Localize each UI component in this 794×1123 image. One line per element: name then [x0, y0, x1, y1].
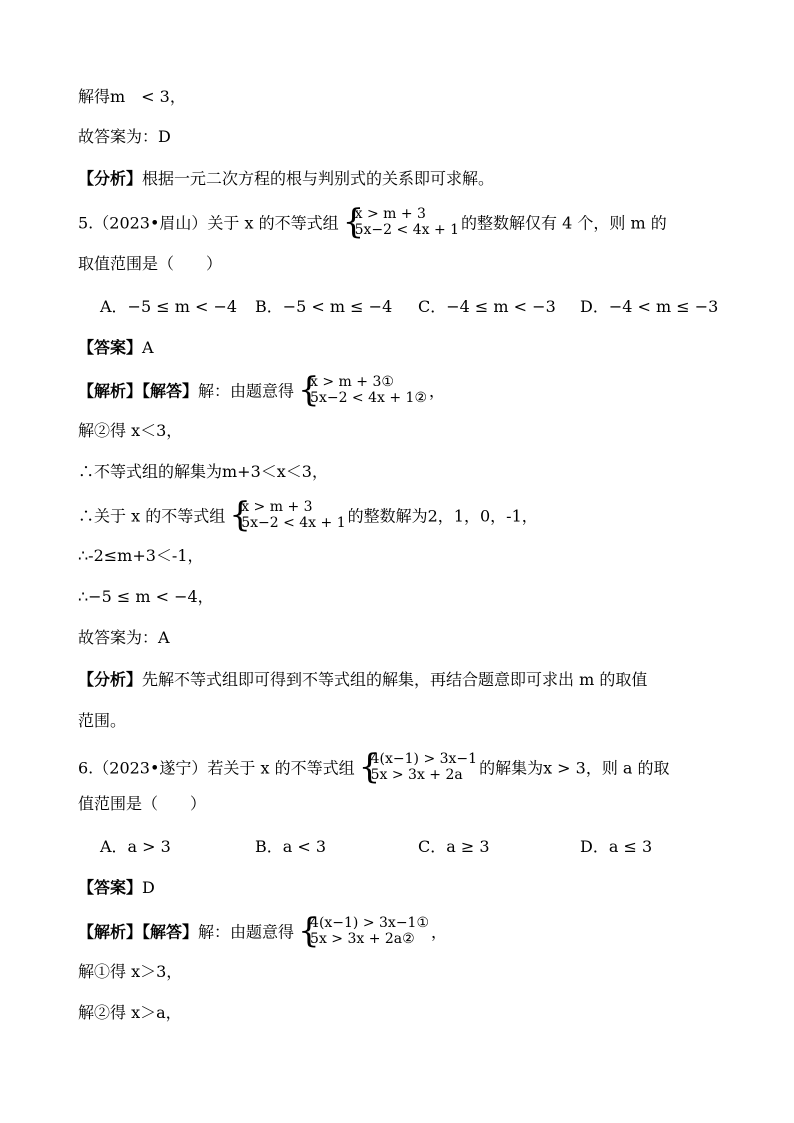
solution-step: 故答案为：A — [78, 628, 170, 647]
solution-step: 解②得 x＞a， — [78, 1003, 182, 1022]
brace-icon: { — [229, 495, 251, 535]
question-6-prefix: 6.（2023•遂宁）若关于 x 的不等式组 — [78, 758, 355, 778]
answer-tag: 【答案】 — [78, 878, 143, 897]
option-d[interactable]: D．a ≤ 3 — [580, 837, 653, 856]
solution-tag: 【解析】【解答】 — [78, 922, 199, 942]
option-d[interactable]: D．−4 < m ≤ −3 — [580, 297, 719, 316]
question-5-suffix: 的整数解仅有 4 个，则 m 的 — [461, 213, 667, 233]
question-5-stem-line2: 取值范围是（ ） — [78, 254, 223, 273]
question-5-stem — [78, 202, 667, 242]
option-b[interactable]: B．−5 < m ≤ −4 — [255, 297, 393, 316]
option-c[interactable]: C．−4 ≤ m < −3 — [418, 297, 556, 316]
option-a[interactable]: A．a > 3 — [100, 837, 171, 856]
solution-step: ∴-2≤m+3＜-1， — [78, 546, 204, 565]
system-row: 5x−2 < 4x + 1② — [310, 390, 427, 406]
question-6-stem — [78, 747, 670, 787]
step-suffix: 的整数解为2，1，0，-1， — [347, 506, 538, 526]
system-row: x > m + 3① — [310, 374, 394, 390]
answer-value: D — [142, 878, 155, 897]
brace-icon: { — [298, 370, 320, 410]
answer-line: 故答案为：D — [78, 127, 171, 146]
system-row: 4(x−1) > 3x−1① — [310, 915, 430, 931]
question-5-analysis-line2: 范围。 — [78, 711, 127, 730]
system-row: 5x > 3x + 2a② — [310, 931, 415, 947]
question-5-answer — [78, 337, 154, 359]
brace-icon: { — [298, 911, 320, 951]
solution-step: 解②得 x＜3， — [78, 421, 183, 440]
question-6-answer — [78, 877, 155, 899]
brace-icon: { — [358, 747, 381, 787]
solution-step: ∴不等式组的解集为m+3＜x＜3， — [78, 462, 328, 481]
brace-icon: { — [342, 202, 365, 242]
system-row: 5x−2 < 4x + 1 — [241, 515, 346, 531]
system-row: x > m + 3 — [241, 499, 313, 515]
question-5-analysis — [78, 669, 647, 691]
analysis-tag: 【分析】 — [78, 169, 143, 188]
inequality-system — [229, 495, 346, 535]
inequality-system — [358, 747, 478, 787]
system-row: x > m + 3 — [354, 206, 426, 222]
solution-suffix: ， — [429, 381, 446, 401]
solution-step — [78, 495, 538, 535]
answer-tag: 【答案】 — [78, 338, 143, 357]
question-5-solution-head — [78, 370, 446, 410]
question-6-solution-head — [78, 911, 448, 951]
solution-prefix: 解：由题意得 — [198, 922, 295, 942]
inequality-system — [298, 911, 430, 951]
question-6-stem-line2: 值范围是（ ） — [78, 794, 207, 813]
system-row: 5x > 3x + 2a — [370, 767, 463, 783]
system-row: 4(x−1) > 3x−1 — [370, 751, 478, 767]
solution-tag: 【解析】【解答】 — [78, 381, 199, 401]
analysis-text: 根据一元二次方程的根与判别式的关系即可求解。 — [142, 169, 495, 188]
solution-suffix: ， — [431, 922, 448, 942]
option-a[interactable]: A．−5 ≤ m < −4 — [100, 297, 238, 316]
answer-value: A — [142, 338, 154, 357]
solution-prefix: 解：由题意得 — [198, 381, 295, 401]
solution-step: ∴−5 ≤ m < −4， — [78, 587, 214, 606]
solution-step: 解①得 x＞3， — [78, 962, 183, 981]
step-prefix: ∴关于 x 的不等式组 — [78, 506, 226, 526]
analysis-text: 先解不等式组即可得到不等式组的解集，再结合题意即可求出 m 的取值 — [142, 670, 648, 689]
analysis-tag: 【分析】 — [78, 670, 143, 689]
option-c[interactable]: C．a ≥ 3 — [418, 837, 490, 856]
inequality-system — [298, 370, 427, 410]
question-6-suffix: 的解集为x > 3，则 a 的取 — [479, 758, 670, 778]
inequality-system — [342, 202, 460, 242]
system-row: 5x−2 < 4x + 1 — [354, 222, 460, 238]
question-5-prefix: 5.（2023•眉山）关于 x 的不等式组 — [78, 213, 339, 233]
option-b[interactable]: B．a < 3 — [255, 837, 327, 856]
analysis-line — [78, 168, 494, 190]
solve-result-line: 解得m < 3， — [78, 87, 186, 106]
